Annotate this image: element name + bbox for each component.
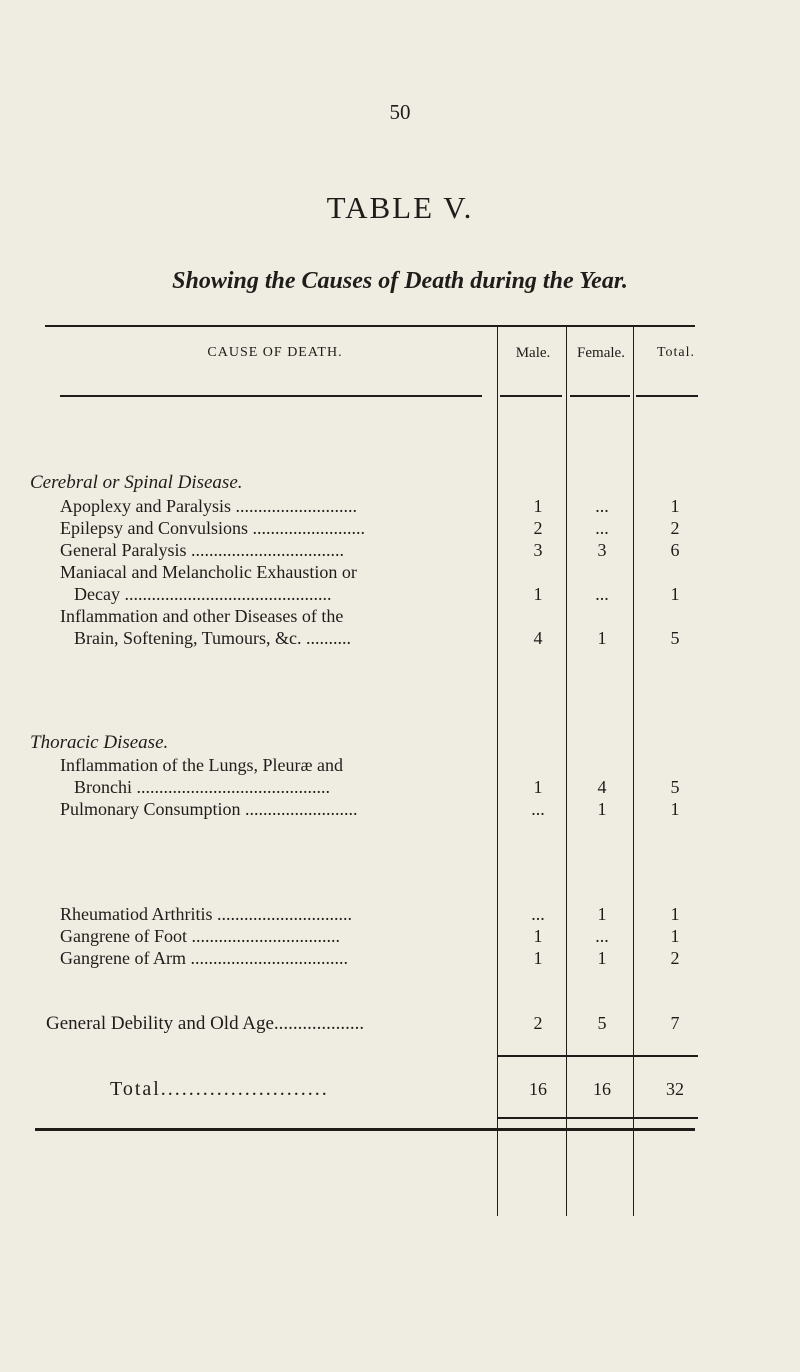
row-debility-male: 2 (533, 1013, 543, 1033)
header-underline-female (570, 395, 630, 397)
totals-bottom-rule (498, 1117, 698, 1119)
row-gangrene-arm-male: 1 (533, 948, 543, 968)
row-general-paralysis-total: 6 (670, 540, 680, 560)
row-epilepsy-label: Epilepsy and Convulsions ......................... (60, 518, 365, 538)
row-gangrene-arm-total: 2 (670, 948, 680, 968)
row-gangrene-foot-label: Gangrene of Foot ................................. (60, 926, 340, 946)
table-subtitle: Showing the Causes of Death during the Year. (172, 268, 628, 294)
row-rheumatiod-total: 1 (670, 904, 680, 924)
row-inflam-lungs-label: Bronchi ........................................... (74, 777, 330, 797)
row-gangrene-arm-female: 1 (597, 948, 607, 968)
row-inflam-lungs-total: 5 (670, 777, 680, 797)
row-maniacal-label-line1: Maniacal and Melancholic Exhaustion or (60, 562, 357, 582)
row-apoplexy-label: Apoplexy and Paralysis ........................... (60, 496, 357, 516)
row-maniacal-label: Decay .............................................. (74, 584, 332, 604)
table-title: TABLE V. (326, 190, 474, 225)
row-pulmonary-label: Pulmonary Consumption ......................... (60, 799, 358, 819)
row-epilepsy-total: 2 (670, 518, 680, 538)
row-gangrene-foot-male: 1 (533, 926, 543, 946)
totals-female: 16 (593, 1079, 611, 1099)
row-pulmonary-male: ... (531, 799, 545, 819)
row-inflam-brain-male: 4 (533, 628, 543, 648)
header-underline-cause (60, 395, 482, 397)
row-epilepsy-male: 2 (533, 518, 543, 538)
row-inflam-brain-female: 1 (597, 628, 607, 648)
row-gangrene-foot-female: ... (595, 926, 609, 946)
row-debility-total: 7 (670, 1013, 680, 1033)
totals-male: 16 (529, 1079, 547, 1099)
row-inflam-lungs-female: 4 (597, 777, 607, 797)
row-rheumatiod-label: Rheumatiod Arthritis .............................. (60, 904, 352, 924)
row-inflam-brain-total: 5 (670, 628, 680, 648)
section-cerebral: Cerebral or Spinal Disease. (30, 472, 243, 493)
row-maniacal-female: ... (595, 584, 609, 604)
row-inflam-lungs-male: 1 (533, 777, 543, 797)
page-number: 50 (389, 100, 411, 124)
row-inflam-brain-label: Brain, Softening, Tumours, &c. .......... (74, 628, 352, 648)
row-general-paralysis-label: General Paralysis .................................. (60, 540, 344, 560)
header-total: Total. (656, 345, 696, 360)
row-debility-label: General Debility and Old Age................... (46, 1013, 365, 1034)
row-inflam-brain-label-line1: Inflammation and other Diseases of the (60, 606, 344, 626)
row-apoplexy-female: ... (595, 496, 609, 516)
row-pulmonary-female: 1 (597, 799, 607, 819)
table-top-rule (45, 325, 695, 327)
row-maniacal-total: 1 (670, 584, 680, 604)
row-gangrene-foot-total: 1 (670, 926, 680, 946)
row-apoplexy-total: 1 (670, 496, 680, 516)
row-general-paralysis-male: 3 (533, 540, 543, 560)
column-divider-3 (633, 326, 634, 1216)
header-male: Male. (515, 345, 551, 361)
header-underline-total (636, 395, 698, 397)
totals-label: Total........................ (110, 1078, 329, 1100)
row-apoplexy-male: 1 (533, 496, 543, 516)
row-inflam-lungs-label-line1: Inflammation of the Lungs, Pleuræ and (60, 755, 343, 775)
row-rheumatiod-female: 1 (597, 904, 607, 924)
row-pulmonary-total: 1 (670, 799, 680, 819)
column-divider-2 (566, 326, 567, 1216)
column-divider-1 (497, 326, 498, 1216)
row-epilepsy-female: ... (595, 518, 609, 538)
row-rheumatiod-male: ... (531, 904, 545, 924)
row-general-paralysis-female: 3 (597, 540, 607, 560)
row-debility-female: 5 (597, 1013, 607, 1033)
table-bottom-rule (35, 1128, 695, 1131)
row-maniacal-male: 1 (533, 584, 543, 604)
totals-total: 32 (666, 1079, 684, 1099)
header-female: Female. (577, 345, 625, 361)
totals-top-rule (498, 1055, 698, 1057)
row-gangrene-arm-label: Gangrene of Arm ................................... (60, 948, 348, 968)
header-underline-male (500, 395, 562, 397)
section-thoracic: Thoracic Disease. (30, 732, 169, 753)
header-cause: CAUSE OF DEATH. (207, 345, 343, 360)
